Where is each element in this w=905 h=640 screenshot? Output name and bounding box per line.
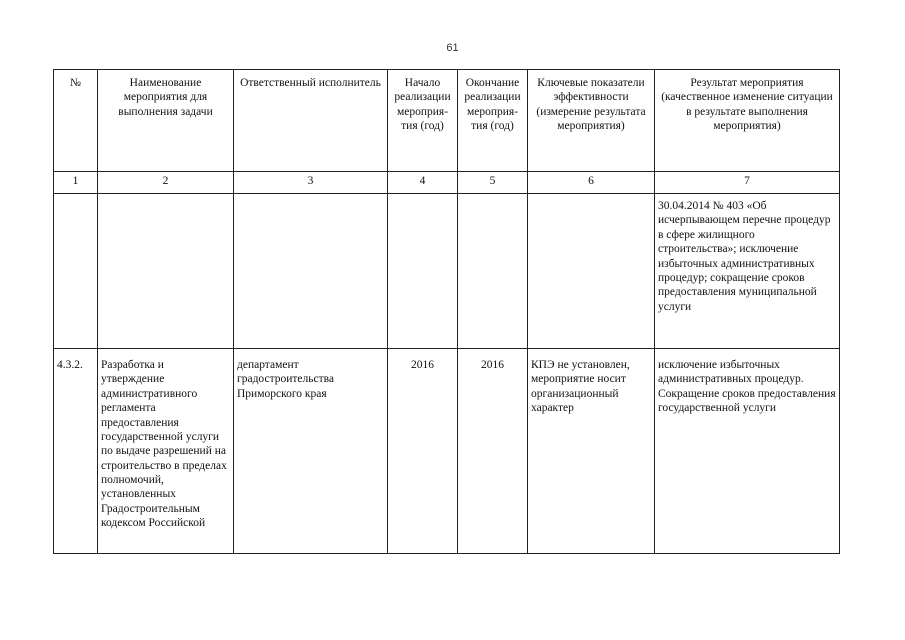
table-row	[54, 194, 840, 349]
cell-name: Разработка и утверждение административного регламента предоставления государственной услуги по выдаче разрешений на строительство в пределах полномочий, установленных Градостроительным кодексом Российской	[98, 349, 234, 554]
cell-num: 4.3.2.	[54, 349, 98, 554]
column-number: 4	[388, 172, 458, 194]
measures-table	[53, 69, 840, 554]
cell-end	[458, 194, 528, 349]
header-start: Начало реализации мероприя-тия (год)	[388, 70, 458, 172]
table-row	[54, 349, 840, 554]
cell-num	[54, 194, 98, 349]
cell-name	[98, 194, 234, 349]
column-number: 7	[655, 172, 840, 194]
header-result: Результат мероприятия (качественное изменение ситуации в результате выполнения мероприятия)	[655, 70, 840, 172]
column-number: 2	[98, 172, 234, 194]
cell-kpi	[528, 194, 655, 349]
header-num: №	[54, 70, 98, 172]
column-number: 3	[234, 172, 388, 194]
cell-result: 30.04.2014 № 403 «Об исчерпывающем перечне процедур в сфере жилищного строительства»; исключение избыточных административных процедур; сокращение сроков предоставления муниципальной услуги	[655, 194, 840, 349]
header-kpi: Ключевые показатели эффективности (измерение результата мероприятия)	[528, 70, 655, 172]
header-executor: Ответственный исполнитель	[234, 70, 388, 172]
cell-start	[388, 194, 458, 349]
cell-kpi: КПЭ не установлен, мероприятие носит организационный характер	[528, 349, 655, 554]
column-number: 5	[458, 172, 528, 194]
column-number: 1	[54, 172, 98, 194]
cell-executor	[234, 194, 388, 349]
header-name: Наименование мероприятия для выполнения задачи	[98, 70, 234, 172]
cell-start: 2016	[388, 349, 458, 554]
header-end: Окончание реализации мероприя-тия (год)	[458, 70, 528, 172]
column-number-row	[54, 172, 840, 194]
header-row	[54, 70, 840, 172]
cell-end: 2016	[458, 349, 528, 554]
cell-executor: департамент градостроительства Приморского края	[234, 349, 388, 554]
cell-result: исключение избыточных административных процедур. Сокращение сроков предоставления государственной услуги	[655, 349, 840, 554]
column-number: 6	[528, 172, 655, 194]
page-number: 61	[446, 42, 459, 54]
